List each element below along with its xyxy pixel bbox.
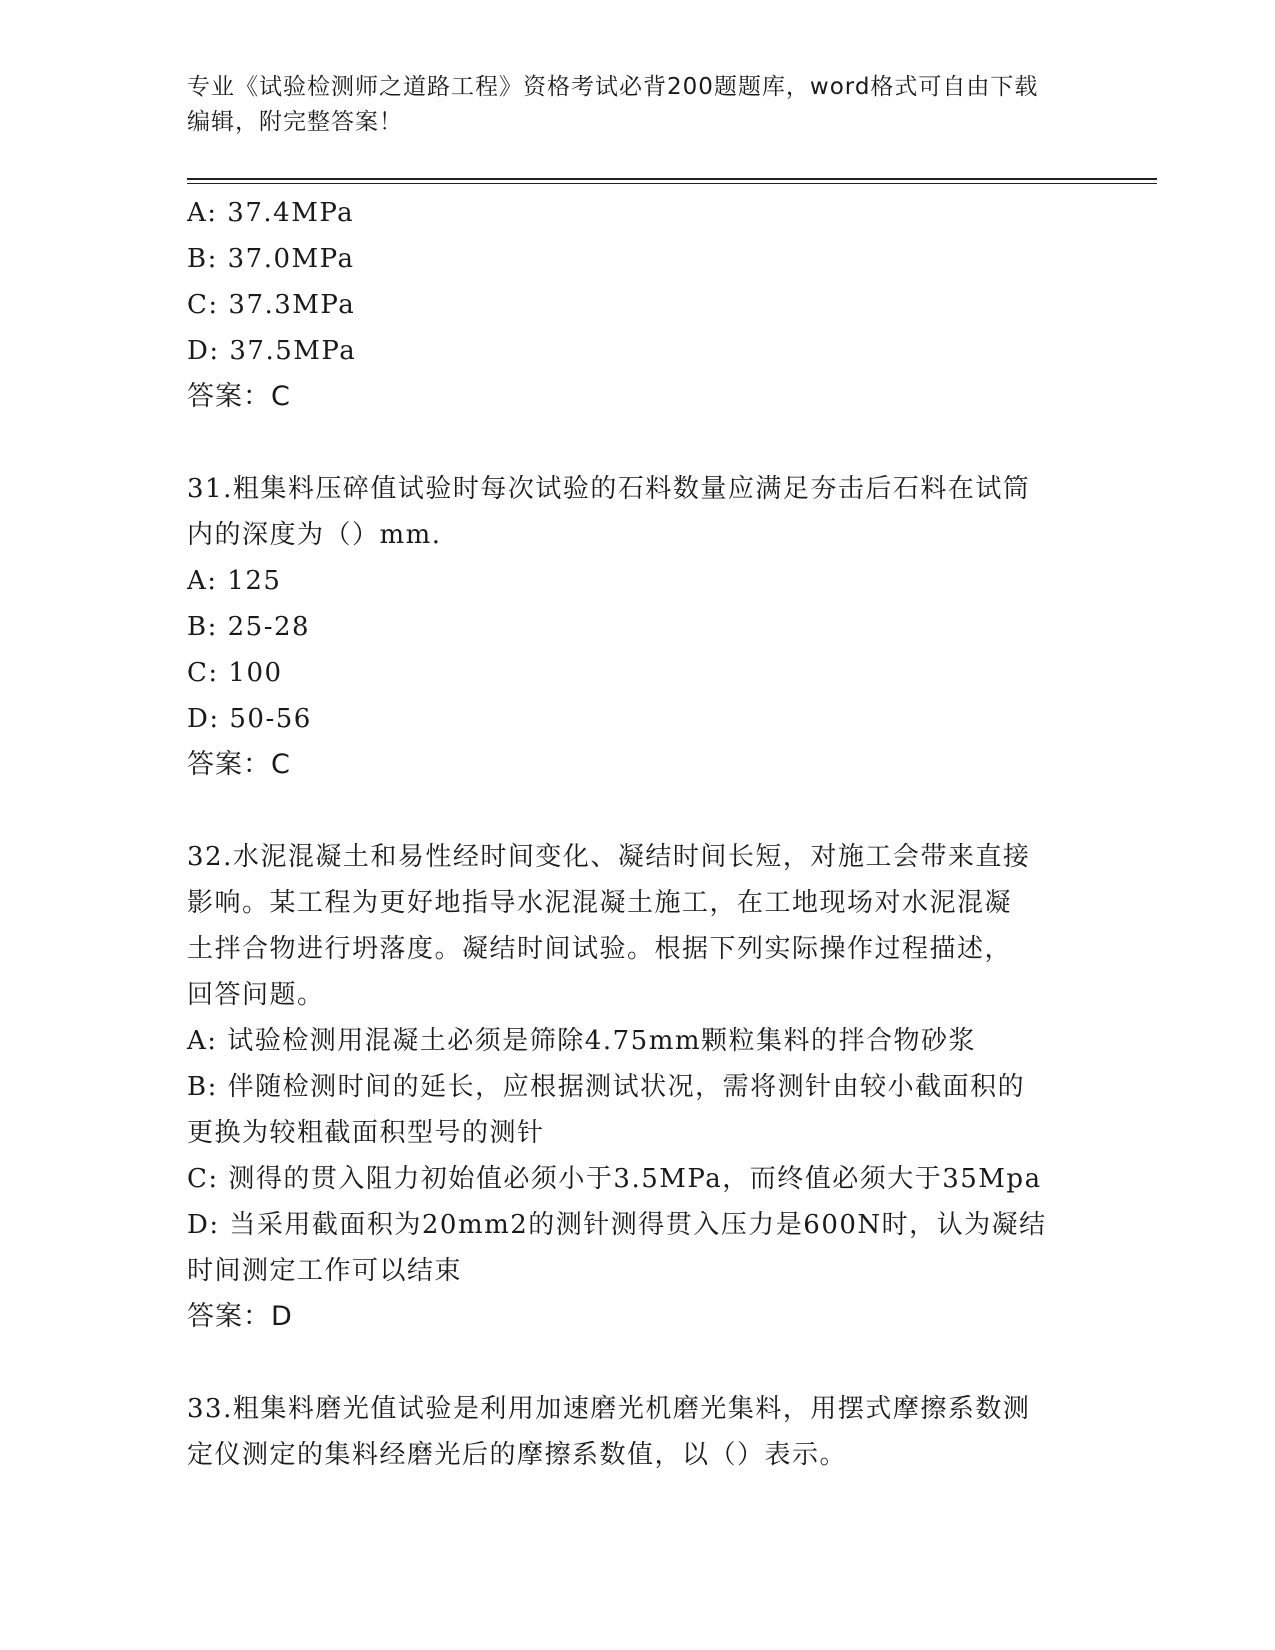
header-title-line-2: 编辑，附完整答案！ [187, 109, 403, 135]
question-stem-line: 土拌合物进行坍落度。凝结时间试验。根据下列实际操作过程描述， [187, 934, 1013, 964]
option-b: B: 伴随检测时间的延长，应根据测试状况，需将测针由较小截面积的 [187, 1072, 1026, 1102]
header-title-line-1: 专业《试验检测师之道路工程》资格考试必背200题题库，word格式可自由下载 [187, 74, 1039, 100]
header-divider-thin [187, 183, 1157, 184]
option-a: A: 试验检测用混凝土必须是筛除4.75mm颗粒集料的拌合物砂浆 [187, 1026, 977, 1056]
question-32-block [187, 834, 1087, 1340]
header-divider-thick [187, 178, 1157, 180]
option-c: C: 测得的贯入阻力初始值必须小于3.5MPa，而终值必须大于35Mpa [187, 1164, 1042, 1194]
option-d: D: 当采用截面积为20mm2的测针测得贯入压力是600N时，认为凝结 [187, 1210, 1047, 1240]
option-a: A: 37.4MPa [187, 198, 355, 228]
prev-question-block [187, 190, 1087, 420]
option-d-continuation: 时间测定工作可以结束 [187, 1256, 463, 1286]
answer-line: 答案：C [187, 749, 291, 780]
option-c: C: 37.3MPa [187, 290, 356, 320]
question-spacer [187, 420, 1087, 466]
question-stem-line: 回答问题。 [187, 980, 325, 1010]
question-stem-line: 定仪测定的集料经磨光后的摩擦系数值，以（）表示。 [187, 1440, 848, 1470]
option-b: B: 37.0MPa [187, 244, 355, 274]
option-d: D: 50-56 [187, 704, 312, 734]
option-d: D: 37.5MPa [187, 336, 357, 366]
question-stem-line: 影响。某工程为更好地指导水泥混凝土施工，在工地现场对水泥混凝 [187, 888, 1013, 918]
answer-line: 答案：D [187, 1301, 293, 1332]
option-b: B: 25-28 [187, 612, 311, 642]
option-a: A: 125 [187, 566, 282, 596]
question-stem-line: 内的深度为（）mm. [187, 520, 442, 550]
option-b-continuation: 更换为较粗截面积型号的测针 [187, 1118, 545, 1148]
question-stem-line: 33.粗集料磨光值试验是利用加速磨光机磨光集料，用摆式摩擦系数测 [187, 1394, 1031, 1424]
question-33-block [187, 1386, 1087, 1478]
question-31-block [187, 466, 1087, 788]
question-stem-line: 31.粗集料压碎值试验时每次试验的石料数量应满足夯击后石料在试筒 [187, 474, 1031, 504]
document-body [187, 190, 1087, 1478]
question-spacer [187, 1340, 1087, 1386]
document-header [187, 70, 1087, 140]
question-stem-line: 32.水泥混凝土和易性经时间变化、凝结时间长短，对施工会带来直接 [187, 842, 1031, 872]
option-c: C: 100 [187, 658, 283, 688]
question-spacer [187, 788, 1087, 834]
answer-line: 答案：C [187, 381, 291, 412]
